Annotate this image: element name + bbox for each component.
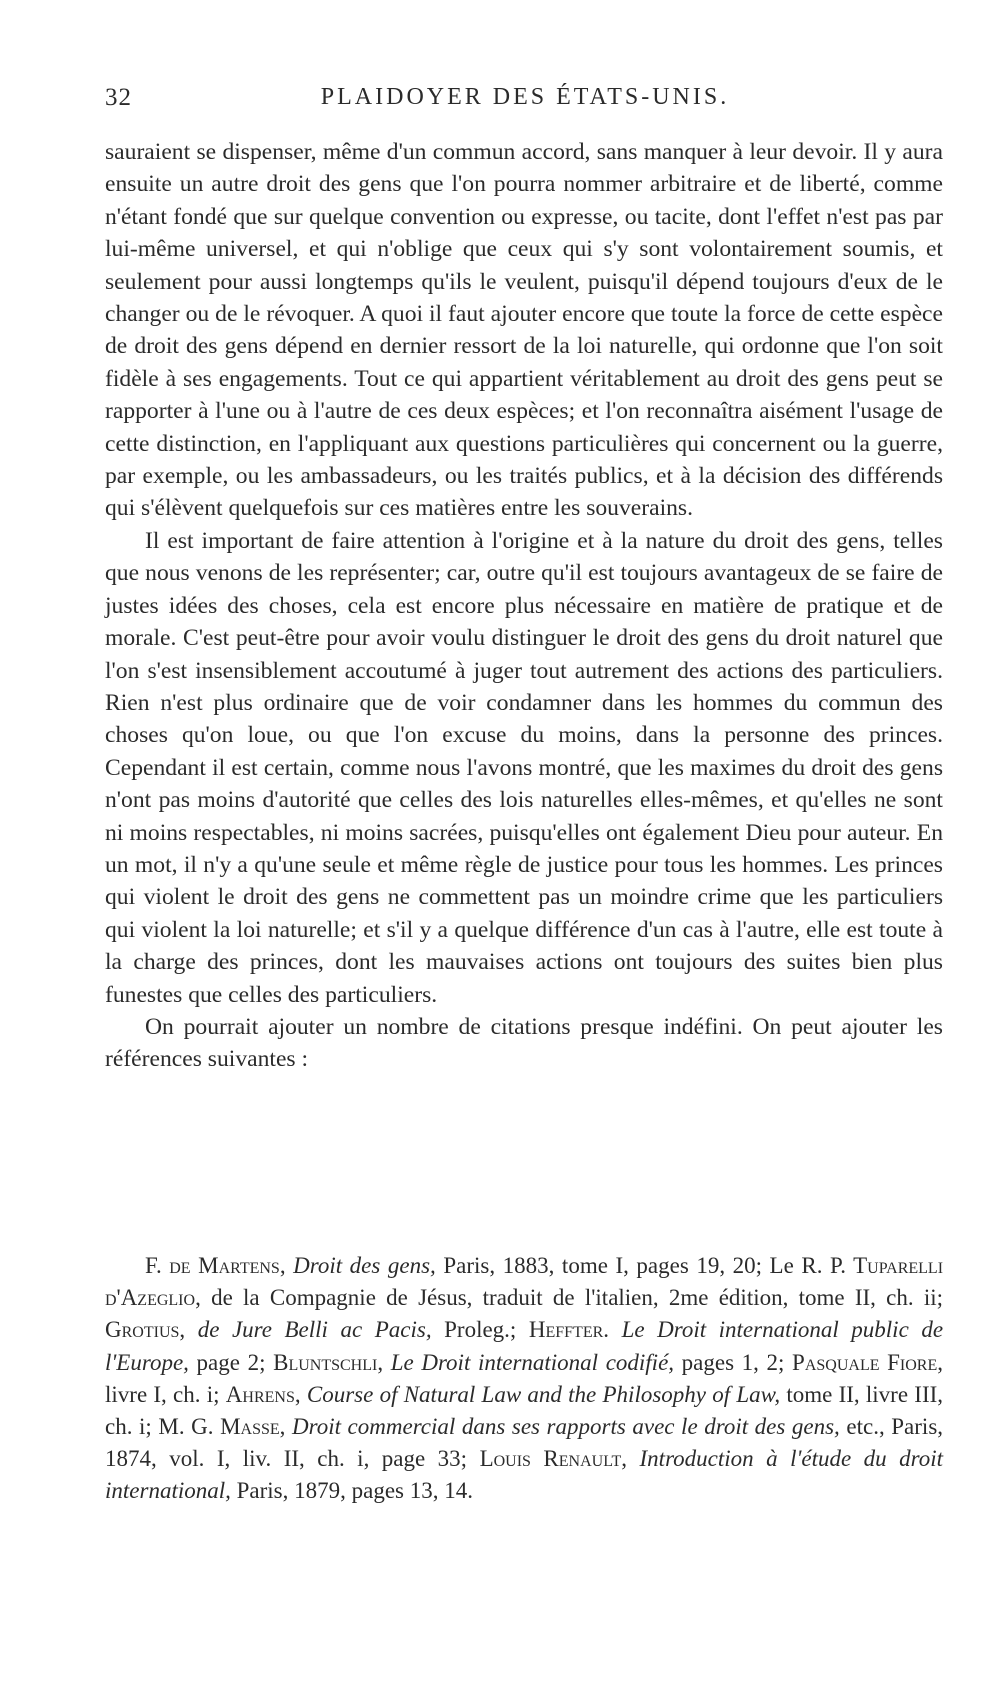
ref-title: Course of Natural Law and the Philosophy of Law, — [306, 1381, 781, 1407]
ref-detail: Proleg.; — [444, 1317, 517, 1343]
ref-detail: etc., Paris, 1874, vol. I, liv. II, ch. i, page 33; — [105, 1414, 944, 1472]
ref-title: Le Droit international public de l'Europe, — [105, 1317, 944, 1375]
ref-title: Droit commercial dans ses rapports avec le droit des gens, — [292, 1414, 840, 1440]
ref-author: M. G. Masse, — [158, 1414, 286, 1440]
running-title: PLAIDOYER DES ÉTATS-UNIS. — [320, 84, 730, 110]
ref-author: F. de Martens, — [145, 1253, 286, 1278]
ref-author: Heffter. — [528, 1317, 610, 1343]
ref-detail: de la Compagnie de Jésus, traduit de l'italien, 2me édition, tome II, ch. ii; — [211, 1285, 943, 1311]
ref-author: Pasquale Fiore, — [792, 1349, 943, 1375]
ref-author: Grotius, — [105, 1317, 186, 1343]
ref-author: Ahrens, — [225, 1381, 301, 1407]
paragraph: Il est important de faire attention à l'origine et à la nature du droit des gens, telles que nous venons de les représenter; car, outre qu'il est toujours avantageux de se faire de justes idées des choses, cela est encore plus nécessaire en matière de pratique et de morale. C'est peut-être pour avoir voulu distinguer le droit des gens du droit naturel que l'on s'est insensiblement accoutumé à juger tout autrement des actions des particuliers. Rien n'est plus ordinaire que de voir condamner dans les hommes du commun des choses qu'on loue, ou que l'on excuse du moins, dans la personne des princes. Cependant il est certain, comme nous l'avons montré, que les maximes du droit des gens n'ont pas moins d'autorité que celles des lois naturelles elles-mêmes, et qu'elles ne sont ni moins respectables, ni moins sacrées, puisqu'elles ont également Dieu pour auteur. En un mot, il n'y a qu'une seule et même règle de justice pour tous les hommes. Les princes qui violent le droit des gens ne commettent pas un moindre crime que les particuliers qui violent la loi naturelle; et s'il y a quelque différence d'un cas à l'autre, elle est toute à la charge des princes, dont les mauvaises actions ont toujours des suites bien plus funestes que celles des particuliers. — [105, 527, 943, 1008]
ref-title: Droit des gens, — [293, 1253, 436, 1278]
references-paragraph — [105, 1250, 943, 1508]
paragraph: On pourrait ajouter un nombre de citations presque indéfini. On peut ajouter les références suivantes : — [105, 1013, 943, 1073]
ref-detail: page 2; — [196, 1349, 266, 1375]
references-list — [105, 1250, 943, 1508]
ref-detail: tome II, livre III, ch. i; — [105, 1381, 944, 1440]
ref-detail: livre I, ch. i; — [105, 1381, 220, 1407]
ref-author: Bluntschli, — [273, 1349, 384, 1375]
page-header — [105, 84, 945, 124]
body-text — [105, 136, 943, 1076]
ref-author: R. P. Tuparelli d'Azeglio, — [105, 1253, 944, 1311]
ref-detail: pages 1, 2; — [681, 1349, 785, 1375]
ref-title: Le Droit international codifié, — [390, 1349, 675, 1375]
ref-detail: Paris, 1883, tome I, pages 19, 20; Le — [443, 1253, 794, 1278]
ref-title: de Jure Belli ac Pacis, — [197, 1317, 432, 1343]
paragraph-continued: sauraient se dispenser, même d'un commun accord, sans manquer à leur devoir. Il y aura ensuite un autre droit des gens que l'on pourra nommer arbitraire et de liberté, comme n'étant fondé que sur quelque convention ou expresse, ou tacite, dont l'effet n'est pas par lui-même universel, et qui n'oblige que ceux qui s'y sont volontairement soumis, et seulement pour aussi longtemps qu'ils le veulent, puisqu'il dépend toujours d'eux de le changer ou de le révoquer. A quoi il faut ajouter encore que toute la force de cette espèce de droit des gens dépend en dernier ressort de la loi naturelle, qui ordonne que l'on soit fidèle à ses engagements. Tout ce qui appartient véritablement au droit des gens peut se rapporter à l'une ou à l'autre de ces deux espèces; et l'on reconnaîtra aisément l'usage de cette distinction, en l'appliquant aux questions particulières qui concernent ou la guerre, par exemple, ou les ambassadeurs, ou les traités publics, et à la décision des différends qui s'élèvent quelquefois sur ces matières entre les souverains. — [105, 139, 943, 522]
ref-title: Introduction à l'étude du droit international, — [105, 1446, 944, 1504]
ref-detail: Paris, 1879, pages 13, 14. — [236, 1478, 473, 1504]
page-number: 32 — [105, 84, 132, 111]
ref-author: Louis Renault, — [479, 1446, 628, 1472]
